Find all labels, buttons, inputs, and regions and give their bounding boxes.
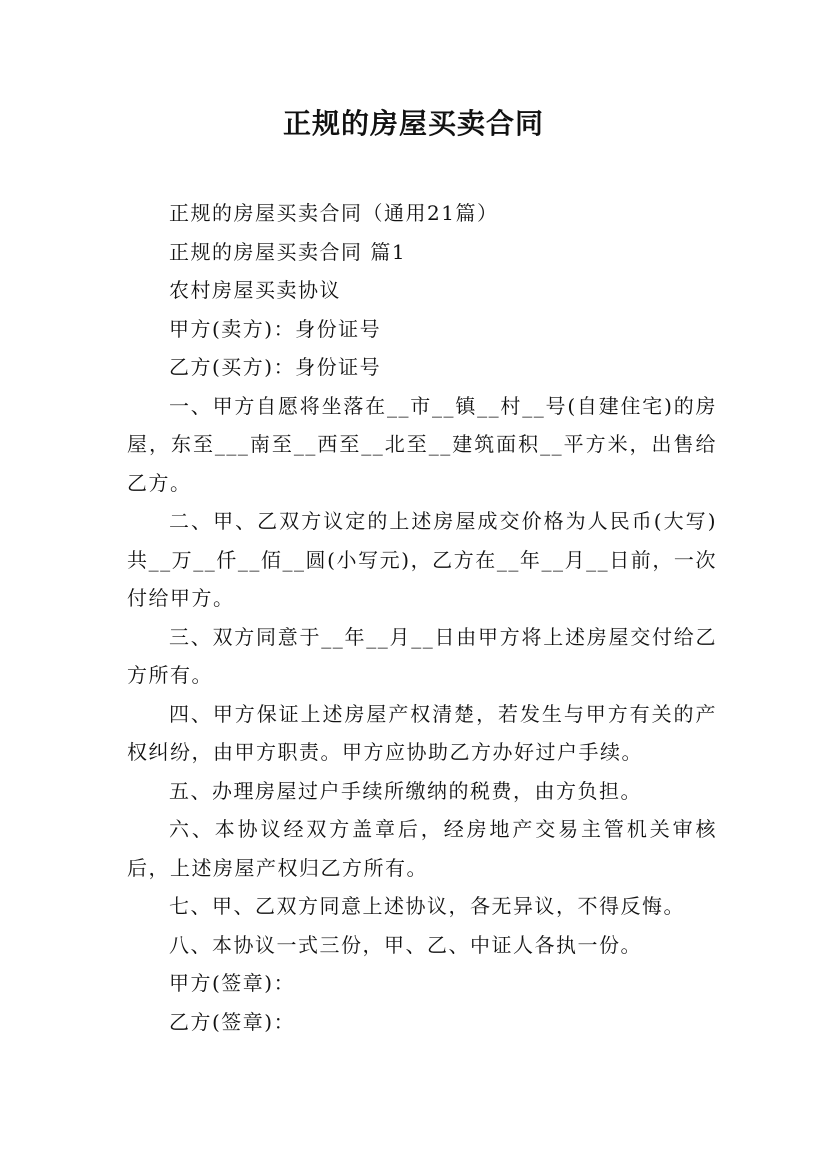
document-title: 正规的房屋买卖合同 [282,107,544,140]
party-a-line: 甲方(卖方)：身份证号 [169,316,382,341]
subtitle-line: 正规的房屋买卖合同（通用21篇） [169,201,499,225]
clause-4: 四、甲方保证上述房屋产权清楚，若发生与甲方有关的产权纠纷，由甲方职责。甲方应协助乙方办好过户手续。 [127,701,717,764]
document-body [127,194,717,1041]
clause-1: 一、甲方自愿将坐落在__市__镇__村__号(自建住宅)的房屋，东至___南至__西至__北至__建筑面积__平方米，出售给乙方。 [127,393,717,495]
clause-8: 八、本协议一式三份，甲、乙、中证人各执一份。 [169,932,642,957]
clause-3: 三、双方同意于__年__月__日由甲方将上述房屋交付给乙方所有。 [127,624,717,687]
clause-6: 六、本协议经双方盖章后，经房地产交易主管机关审核后，上述房屋产权归乙方所有。 [127,817,717,880]
clause-5: 五、办理房屋过户手续所缴纳的税费，由方负担。 [169,778,642,803]
party-a-signature: 甲方(签章)： [169,971,296,995]
agreement-name: 农村房屋买卖协议 [169,278,341,302]
party-b-line: 乙方(买方)：身份证号 [169,355,382,379]
party-b-signature: 乙方(签章)： [169,1009,296,1034]
clause-7: 七、甲、乙双方同意上述协议，各无异议，不得反悔。 [169,894,685,918]
section-heading: 正规的房屋买卖合同 篇1 [169,239,407,264]
clause-2: 二、甲、乙双方议定的上述房屋成交价格为人民币(大写)共__万__仟__佰__圆(小写元)，乙方在__年__月__日前，一次付给甲方。 [127,509,717,610]
